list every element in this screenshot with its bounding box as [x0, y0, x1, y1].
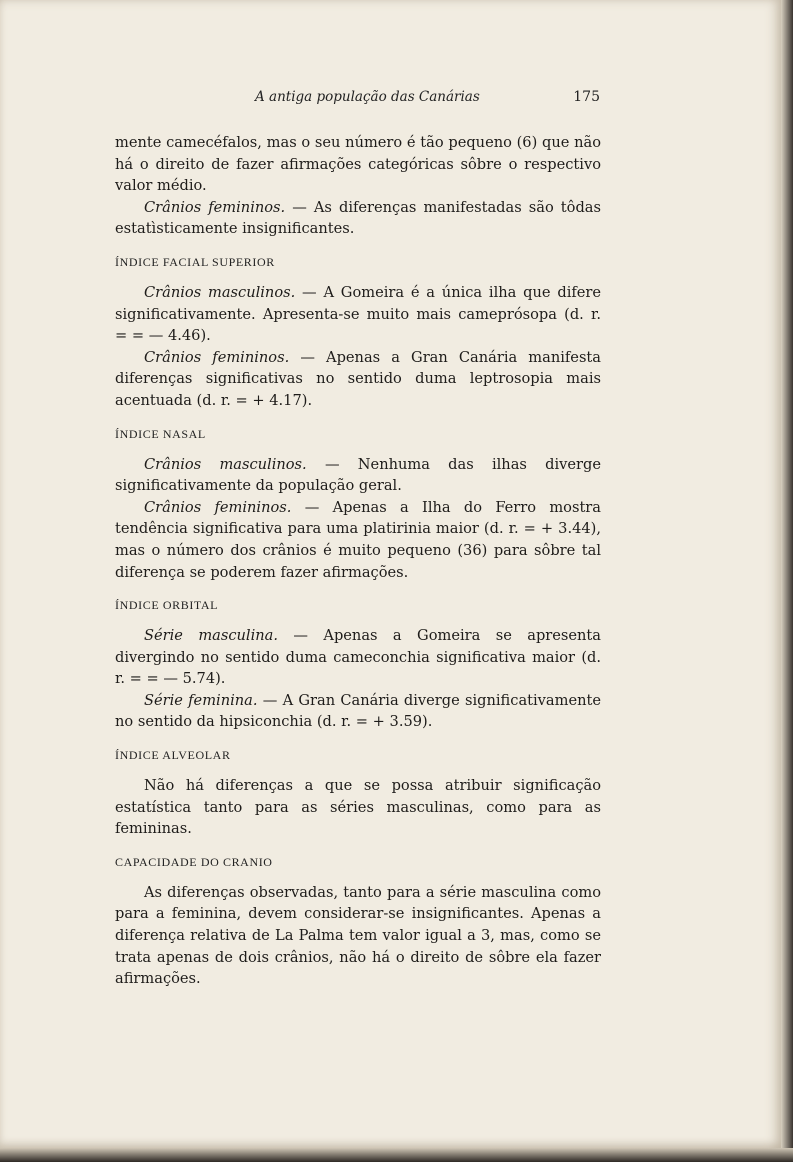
paragraph: Não há diferenças a que se possa atribuir significação estatística tanto para as séries masculinas, como para as femininas.: [115, 777, 601, 838]
paragraph-text: — A Gomeira é a única ilha que difere significativamente. Apresenta-se muito mais cameprósopa (d. r. = = — 4.46).: [115, 283, 602, 345]
paragraph-text: — As diferenças manifestadas são tôdas estatìsticamente insignificantes.: [115, 198, 601, 238]
page-edge-bottom: [0, 1148, 793, 1162]
page-header: [115, 89, 600, 111]
section-heading: ÍNDICE NASAL: [115, 426, 206, 441]
paragraph: mente camecéfalos, mas o seu número é tão pequeno (6) que não há o direito de fazer afirmações categóricas sôbre o respectivo valor médio.: [115, 134, 601, 195]
paragraph: [115, 690, 601, 733]
paragraph-label: Crânios masculinos.: [144, 455, 307, 473]
body-text: [115, 132, 601, 990]
section-heading: CAPACIDADE DO CRANIO: [115, 854, 273, 869]
page-number: 175: [573, 89, 600, 105]
section-heading: ÍNDICE ALVEOLAR: [115, 748, 231, 763]
paragraph-text: — Apenas a Gran Canária manifesta diferenças significativas no sentido duma leptrosopia mais acentuada (d. r. = + 4.17).: [115, 348, 601, 409]
paragraph-label: Série feminina.: [144, 691, 258, 709]
paragraph-label: Crânios femininos.: [144, 498, 292, 516]
paragraph-text: — Nenhuma das ilhas diverge significativamente da população geral.: [115, 455, 601, 495]
paragraph-label: Série masculina.: [144, 627, 278, 645]
section-heading: ÍNDICE ORBITAL: [115, 598, 219, 613]
paragraph-label: Crânios masculinos.: [144, 283, 296, 301]
paragraph-text: — Apenas a Ilha do Ferro mostra tendência significativa para uma platirinia maior (d. r. = + 3.44), mas o número dos crânios é muito pequeno (36) para sôbre tal diferença se poderem fazer afirmações.: [115, 498, 601, 581]
paragraph: [115, 197, 601, 240]
running-title: A antiga população das Canárias: [255, 89, 480, 105]
paragraph: [115, 347, 601, 412]
paragraph-text: — A Gran Canária diverge significativamente no sentido da hipsiconchia (d. r. = + 3.59).: [115, 691, 602, 731]
paragraph: [115, 282, 601, 347]
paragraph: [115, 454, 601, 497]
page-edge-right: [781, 0, 793, 1162]
paragraph: As diferenças observadas, tanto para a série masculina como para a feminina, devem considerar-se insignificantes. Apenas a diferença relativa de La Palma tem valor igual a 3, mas, como se trata apenas de dois crânios, não há o direito de sôbre ela fazer afirmações.: [115, 883, 601, 988]
paragraph: [115, 497, 601, 583]
paragraph-text: — Apenas a Gomeira se apresenta divergindo no sentido duma cameconchia significativa maior (d. r. = = — 5.74).: [115, 627, 601, 688]
paragraph: [115, 625, 601, 690]
paragraph-label: Crânios femininos.: [144, 198, 286, 216]
section-heading: ÍNDICE FACIAL SUPERIOR: [115, 254, 275, 269]
paragraph-label: Crânios femininos.: [144, 348, 290, 366]
